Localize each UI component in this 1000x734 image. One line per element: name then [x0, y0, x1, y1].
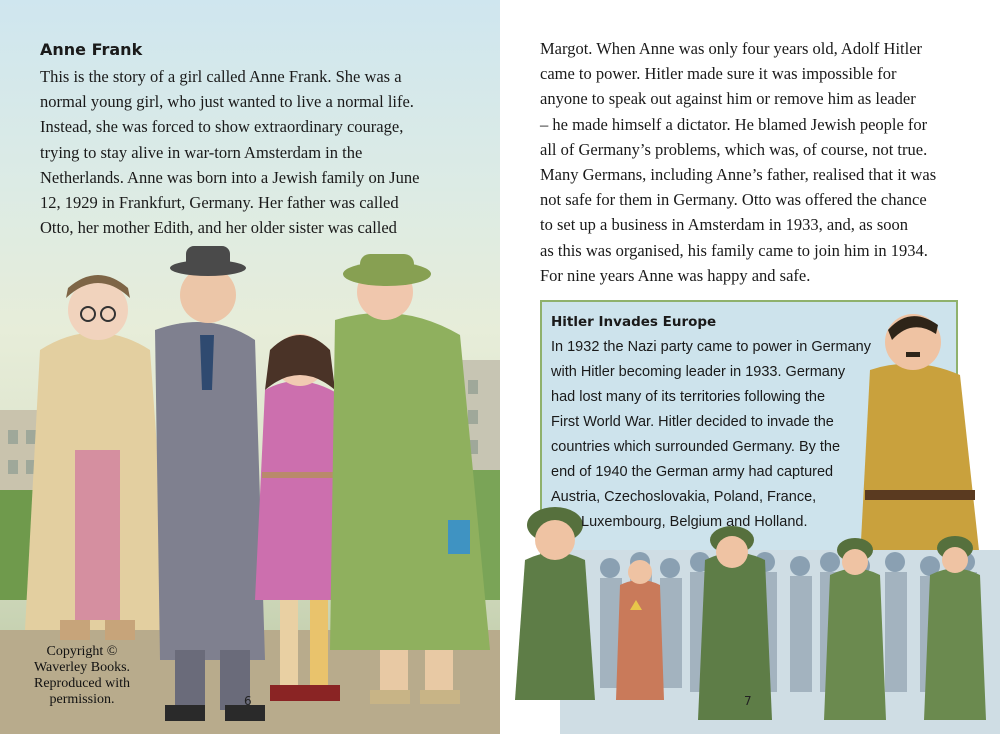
text-line: not safe for them in Germany. Otto was offered the chance: [540, 190, 927, 210]
sidebar-heading: Hitler Invades Europe: [551, 314, 717, 330]
text-line: 12, 1929 in Frankfurt, Germany. Her father was called: [40, 193, 399, 213]
copyright-line: Copyright ©: [46, 644, 118, 659]
text-line: anyone to speak out against him or remove him as leader: [540, 89, 916, 109]
sidebar-line: Luxembourg, Belgium and Holland.: [581, 514, 808, 530]
text-line: came to power. Hitler made sure it was impossible for: [540, 64, 897, 84]
sidebar-line: In 1932 the Nazi party came to power in Germany: [551, 339, 871, 355]
story-paragraph-continued: [540, 36, 980, 288]
sidebar-line: First World War. Hitler decided to invade the: [551, 414, 834, 430]
section-heading: Anne Frank: [40, 40, 143, 59]
text-line: Netherlands. Anne was born into a Jewish family on June: [40, 167, 420, 187]
text-line: Many Germans, including Anne’s father, realised that it was: [540, 165, 937, 185]
text-line: Otto, her mother Edith, and her older sister was called: [40, 218, 397, 238]
text-line: Margot. When Anne was only four years old, Adolf Hitler: [540, 39, 923, 58]
text-line: all of Germany’s problems, which was, of course, not true.: [540, 139, 928, 159]
text-line: normal young girl, who just wanted to live a normal life.: [40, 92, 414, 112]
sidebar-line: Austria, Czechoslovakia, Poland, France,: [551, 489, 817, 505]
text-line: trying to stay alive in war-torn Amsterdam in the: [40, 142, 363, 162]
copyright-line: Reproduced with: [33, 676, 131, 691]
text-line: to set up a business in Amsterdam in 1933, and, as soon: [540, 215, 909, 235]
text-line: – he made himself a dictator. He blamed Jewish people for: [540, 114, 928, 134]
sidebar-line: end of 1940 the German army had captured: [551, 464, 834, 480]
copyright-line: Waverley Books.: [33, 660, 131, 675]
text-line: For nine years Anne was happy and safe.: [540, 265, 811, 285]
right-page: [500, 0, 1000, 734]
text-line: This is the story of a girl called Anne Frank. She was a: [40, 67, 402, 86]
page-number: 6: [244, 694, 252, 708]
sidebar-line: countries which surrounded Germany. By the: [551, 439, 841, 455]
sidebar-text: [551, 335, 891, 535]
sidebar-line: had lost many of its territories following the: [551, 389, 826, 405]
copyright-line: permission.: [49, 692, 115, 707]
text-line: as this was organised, his family came to join him in 1934.: [540, 240, 928, 260]
page-number: 7: [744, 694, 752, 708]
sidebar-line: with Hitler becoming leader in 1933. Germany: [551, 364, 846, 380]
text-line: Instead, she was forced to show extraordinary courage,: [40, 117, 404, 137]
story-paragraph: [40, 64, 460, 240]
copyright-notice: [18, 644, 146, 708]
